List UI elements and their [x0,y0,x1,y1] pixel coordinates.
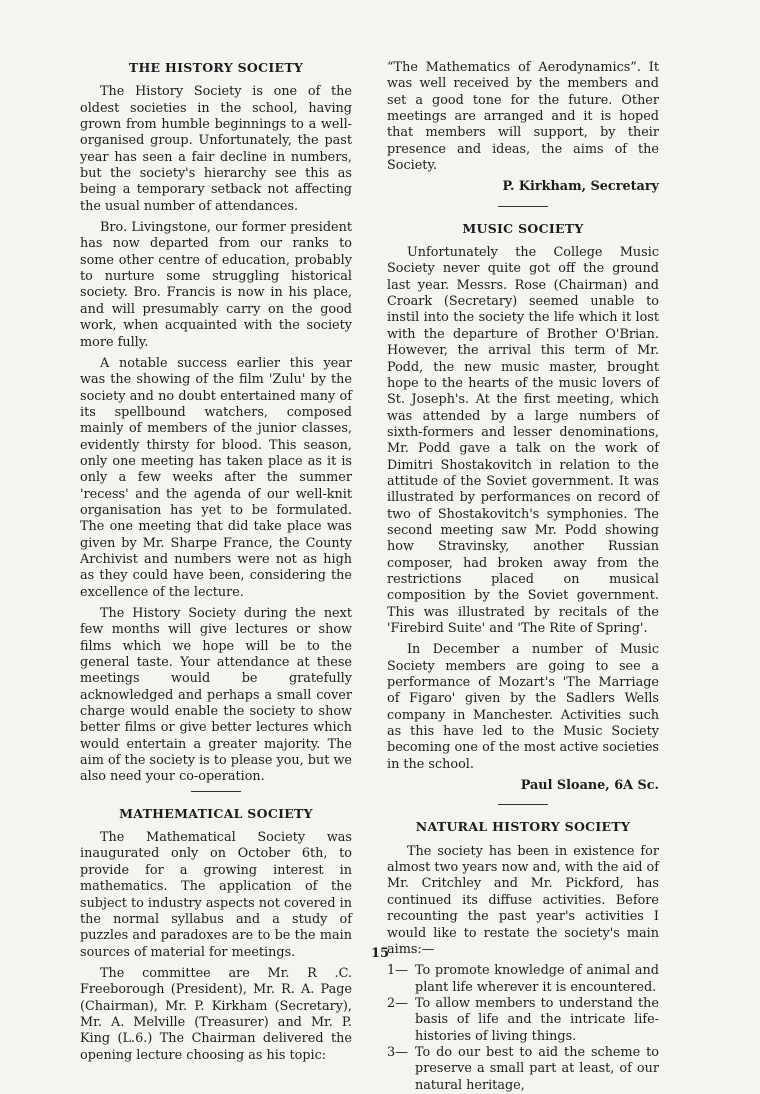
aim-text: To allow members to understand the basis of life and the intricate life-histories of living things. [415,995,659,1044]
math-signature: P. Kirkham, Secretary [502,179,659,195]
page-number: 15 [370,946,390,961]
aims-list [387,963,659,1094]
right-column [387,60,659,1094]
aim-item [387,1045,659,1094]
aim-number: 1— [387,963,408,979]
aim-number: 3— [387,1044,408,1060]
history-paragraph: Bro. Livingstone, our former president has now departed from our ranks to some other centre of education, probably to nurture some struggling historical society. Bro. Francis is now in his place, and will presumably carry on the good work, when acquainted with the society more fully. [80,220,352,350]
math-paragraph: The committee are Mr. R .C. Freeborough (President), Mr. R. A. Page (Chairman), Mr. P. Kirkham (Secretary), Mr. A. Melville (Treasurer) and Mr. P. King (L.6.) The Chairman delivered the opening lecture choosing as his topic: [80,965,352,1063]
music-signature: Paul Sloane, 6A Sc. [520,778,659,794]
history-paragraph: The History Society is one of the oldest societies in the school, having grown from humble beginnings to a well-organised group. Unfortunately, the past year has seen a fair decline in numbers, but the society's hierarchy see this as being a temporary setback not affecting the usual number of attendances. [80,84,352,214]
history-society-section [80,60,352,786]
aim-item [387,963,659,996]
music-society-section [387,221,659,795]
history-paragraph: A notable success earlier this year was the showing of the film 'Zulu' by the society and no doubt entertained many of its spellbound watchers, composed mainly of members of the junior classes, evidently thirsty for blood. This season, only one meeting has taken place as it is only a few weeks after the summer 'recess' and the agenda of our well-knit organisation has yet to be formulated. The one meeting that did take place was given by Mr. Sharpe France, the County Archivist and numbers were not as high as they could have been, considering the excellence of the lecture. [80,355,352,600]
math-continuation: “The Mathematics of Aerodynamics”. It was well received by the members and set a good tone for the future. Other meetings are arranged and it is hoped that members will support, by their presence and ideas, the aims of the Society. [387,60,659,174]
history-society-title: THE HISTORY SOCIETY [128,60,304,75]
mathematical-society-title: MATHEMATICAL SOCIETY [119,805,313,821]
section-divider [498,206,548,207]
section-divider [498,804,548,805]
natural-history-intro: The society has been in existence for almost two years now and, with the aid of Mr. Critchley and Mr. Pickford, has continued its diffuse activities. Before recounting the past year's activities I would like to restate the society's main aims:— [387,843,659,957]
aim-text: To promote knowledge of animal and plant life wherever it is encountered. [415,963,659,995]
section-divider [191,791,241,792]
natural-history-society-title: NATURAL HISTORY SOCIETY [415,819,631,835]
math-paragraph: The Mathematical Society was inaugurated only on October 6th, to provide for a growing interest in mathematics. The application of the subject to industry aspects not covered in the normal syllabus and a study of puzzles and paradoxes are to be the main sources of material for meetings. [80,830,352,960]
music-society-title: MUSIC SOCIETY [462,220,584,236]
music-paragraph: Unfortunately the College Music Society never quite got off the ground last year. Messrs. Rose (Chairman) and Croark (Secretary) seemed unable to instil into the society the life which it lost with the departure of Brother O'Brian. However, the arrival this term of Mr. Podd, the new music master, brought hope to the hearts of the music lovers of St. Joseph's. At the first meeting, which was attended by a large numbers of sixth-formers and lesser denominations, Mr. Podd gave a talk on the work of Dimitri Shostakovitch in relation to the attitude of the Soviet government. It was illustrated by performances on record of two of Shostakovitch's symphonies. The second meeting saw Mr. Podd showing how Stravinsky, another Russian composer, had broken away from the restrictions placed on musical composition by the Soviet government. This was illustrated by recitals of the 'Firebird Suite' and 'The Rite of Spring'. [387,245,659,636]
aim-item [387,996,659,1045]
aim-text: To do our best to aid the scheme to preserve a small part at least, of our natural heritage, [415,1044,659,1093]
aim-number: 2— [387,995,408,1011]
music-paragraph: In December a number of Music Society members are going to see a performance of Mozart's 'The Marriage of Figaro' given by the Sadlers Wells company in Manchester. Activities such as this have led to the Music Society becoming one of the most active societies in the school. [387,642,659,772]
mathematical-society-section [80,806,352,1064]
history-paragraph: The History Society during the next few months will give lectures or show films which we hope will be to the general taste. Your attendance at these meetings would be gratefully acknowledged and perhaps a small cover charge would enable the society to show better films or give better lectures which would entertain a greater majority. The aim of the society is to please you, but we also need your co-operation. [80,606,352,785]
left-column [80,60,352,1069]
